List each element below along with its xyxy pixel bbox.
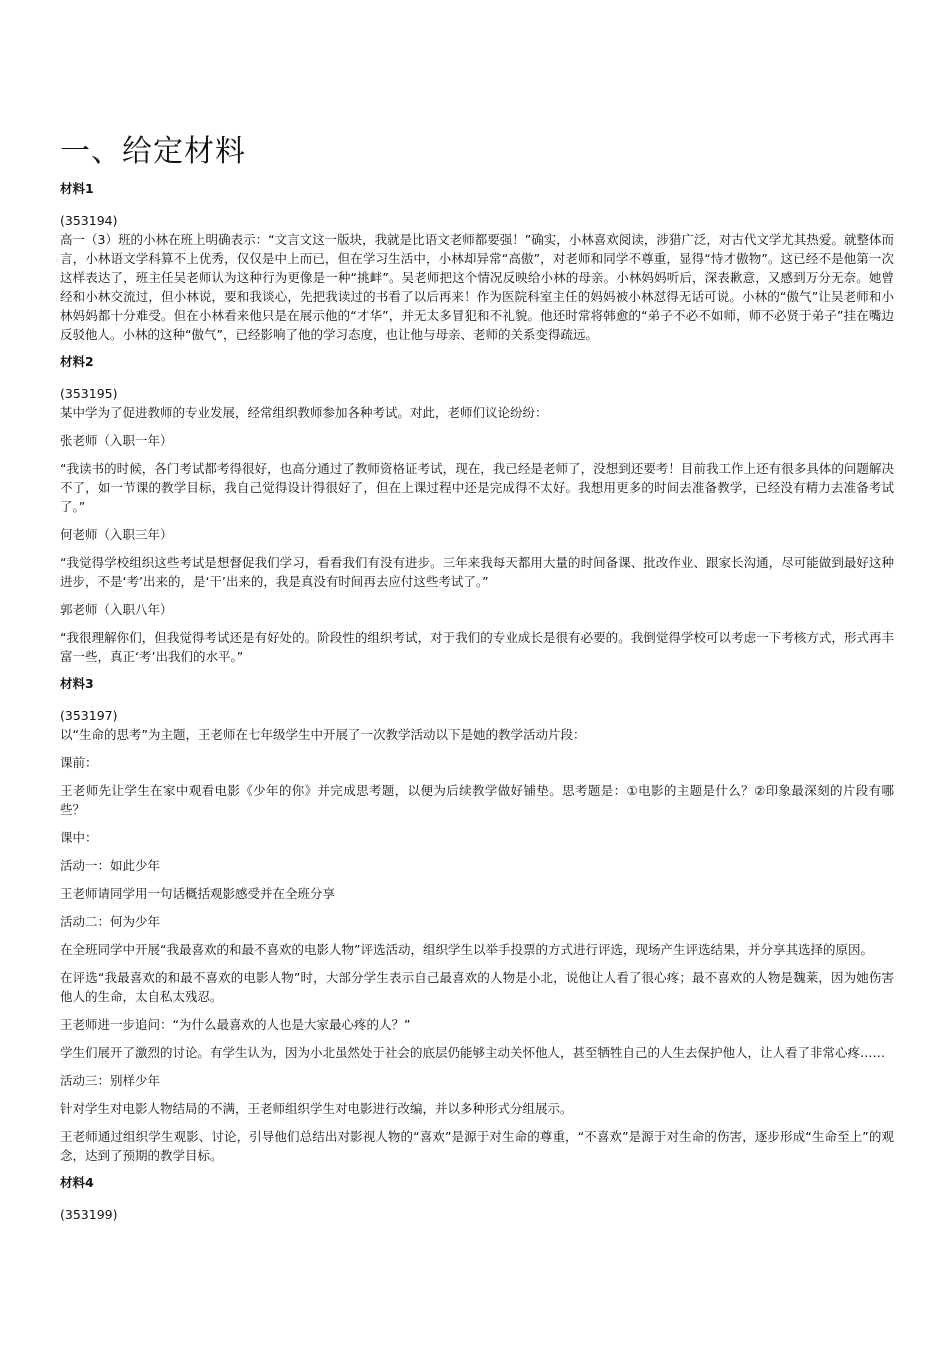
material-paragraph: “我很理解你们，但我觉得考试还是有好处的。阶段性的组织考试，对于我们的专业成长是很有必要的。我倒觉得学校可以考虑一下考核方式，形式再丰富一些，真正‘考’出我们的水平。”	[60, 630, 894, 664]
material-paragraph: “我读书的时候，各门考试都考得很好，也高分通过了教师资格证考试，现在，我已经是老师了，没想到还要考！目前我工作上还有很多具体的问题解决不了，如一节课的教学目标，我自己觉得设计得很好了，但在上课过程中还是完成得不太好。我想用更多的时间去准备教学，已经没有精力去准备考试了。”	[60, 461, 894, 514]
material-paragraph: 王老师通过组织学生观影、讨论，引导他们总结出对影视人物的“喜欢”是源于对生命的尊重，“不喜欢”是源于对生命的伤害，逐步形成“生命至上”的观念，达到了预期的教学目标。	[60, 1129, 894, 1163]
material-paragraph: 活动二：何为少年	[60, 914, 161, 929]
material-paragraph: 针对学生对电影人物结局的不满，王老师组织学生对电影进行改编，并以多种形式分组展示。	[60, 1101, 573, 1116]
material-paragraph: 学生们展开了激烈的讨论。有学生认为，因为小北虽然处于社会的底层仍能够主动关怀他人，甚至牺牲自己的人生去保护他人，让人看了非常心疼……	[60, 1045, 886, 1060]
material-paragraph: 活动三：别样少年	[60, 1073, 161, 1088]
material-paragraph: 王老师先让学生在家中观看电影《少年的你》并完成思考题，以便为后续教学做好铺垫。思考题是：①电影的主题是什么？②印象最深刻的片段有哪些？	[60, 783, 894, 817]
material-paragraph: 王老师请同学用一句话概括观影感受并在全班分享	[60, 886, 336, 901]
speaker-label: 郭老师（入职八年）	[60, 602, 173, 617]
material-block	[60, 353, 894, 666]
material-paragraph: 在评选“我最喜欢的和最不喜欢的电影人物”时，大部分学生表示自己最喜欢的人物是小北，说他让人看了很心疼；最不喜欢的人物是魏莱，因为她伤害他人的生命，太自私太残忍。	[60, 970, 894, 1004]
material-id: (353197)	[60, 708, 118, 723]
material-id: (353195)	[60, 386, 118, 401]
section-title: 一、给定材料	[60, 134, 246, 169]
material-paragraph: 高一（3）班的小林在班上明确表示：“文言文这一版块，我就是比语文老师都要强！”确实，小林喜欢阅读，涉猎广泛，对古代文学尤其热爱。就整体而言，小林语文学科算不上优秀，仅仅是中上而已，但在学习生活中，小林却异常“高傲”，对老师和同学不尊重，显得“恃才傲物”。这已经不是他第一次这样表达了，班主任吴老师认为这种行为更像是一种“挑衅”。吴老师把这个情况反映给小林的母亲。小林妈妈听后，深表歉意，又感到万分无奈。她曾经和小林交流过，但小林说，要和我谈心，先把我读过的书看了以后再来！作为医院科室主任的妈妈被小林怼得无话可说。小林的“傲气”让吴老师和小林妈妈都十分难受。但在小林看来他只是在展示他的“才华”，并无太多冒犯和不礼貌。他还时常将韩愈的“弟子不必不如师，师不必贤于弟子”挂在嘴边反驳他人。小林的这种“傲气”，已经影响了他的学习态度，也让他与母亲、老师的关系变得疏远。	[60, 232, 894, 342]
material-heading: 材料1	[60, 181, 94, 196]
material-block	[60, 675, 894, 1165]
material-block	[60, 1174, 894, 1224]
document-page	[60, 132, 894, 1224]
material-paragraph: 王老师进一步追问：“为什么最喜欢的人也是大家最心疼的人？”	[60, 1017, 411, 1032]
speaker-label: 张老师（入职一年）	[60, 433, 173, 448]
material-paragraph: “我觉得学校组织这些考试是想督促我们学习，看看我们有没有进步。三年来我每天都用大量的时间备课、批改作业、跟家长沟通，尽可能做到最好这种进步，不是‘考’出来的，是‘干’出来的，我是真没有时间再去应付这些考试了。”	[60, 555, 894, 589]
material-id: (353194)	[60, 213, 118, 228]
material-paragraph: 活动一：如此少年	[60, 858, 161, 873]
material-heading: 材料2	[60, 354, 94, 369]
material-id: (353199)	[60, 1207, 118, 1222]
material-heading: 材料4	[60, 1175, 94, 1190]
material-paragraph: 课前：	[60, 755, 98, 770]
material-paragraph: 以“生命的思考”为主题，王老师在七年级学生中开展了一次教学活动以下是她的教学活动片段：	[60, 727, 586, 742]
speaker-label: 何老师（入职三年）	[60, 527, 173, 542]
material-paragraph: 某中学为了促进教师的专业发展，经常组织教师参加各种考试。对此，老师们议论纷纷：	[60, 405, 548, 420]
material-paragraph: 课中：	[60, 830, 98, 845]
material-paragraph: 在全班同学中开展“我最喜欢的和最不喜欢的电影人物”评选活动，组织学生以举手投票的方式进行评选，现场产生评选结果，并分享其选择的原因。	[60, 942, 873, 957]
material-heading: 材料3	[60, 676, 94, 691]
material-block	[60, 180, 894, 344]
